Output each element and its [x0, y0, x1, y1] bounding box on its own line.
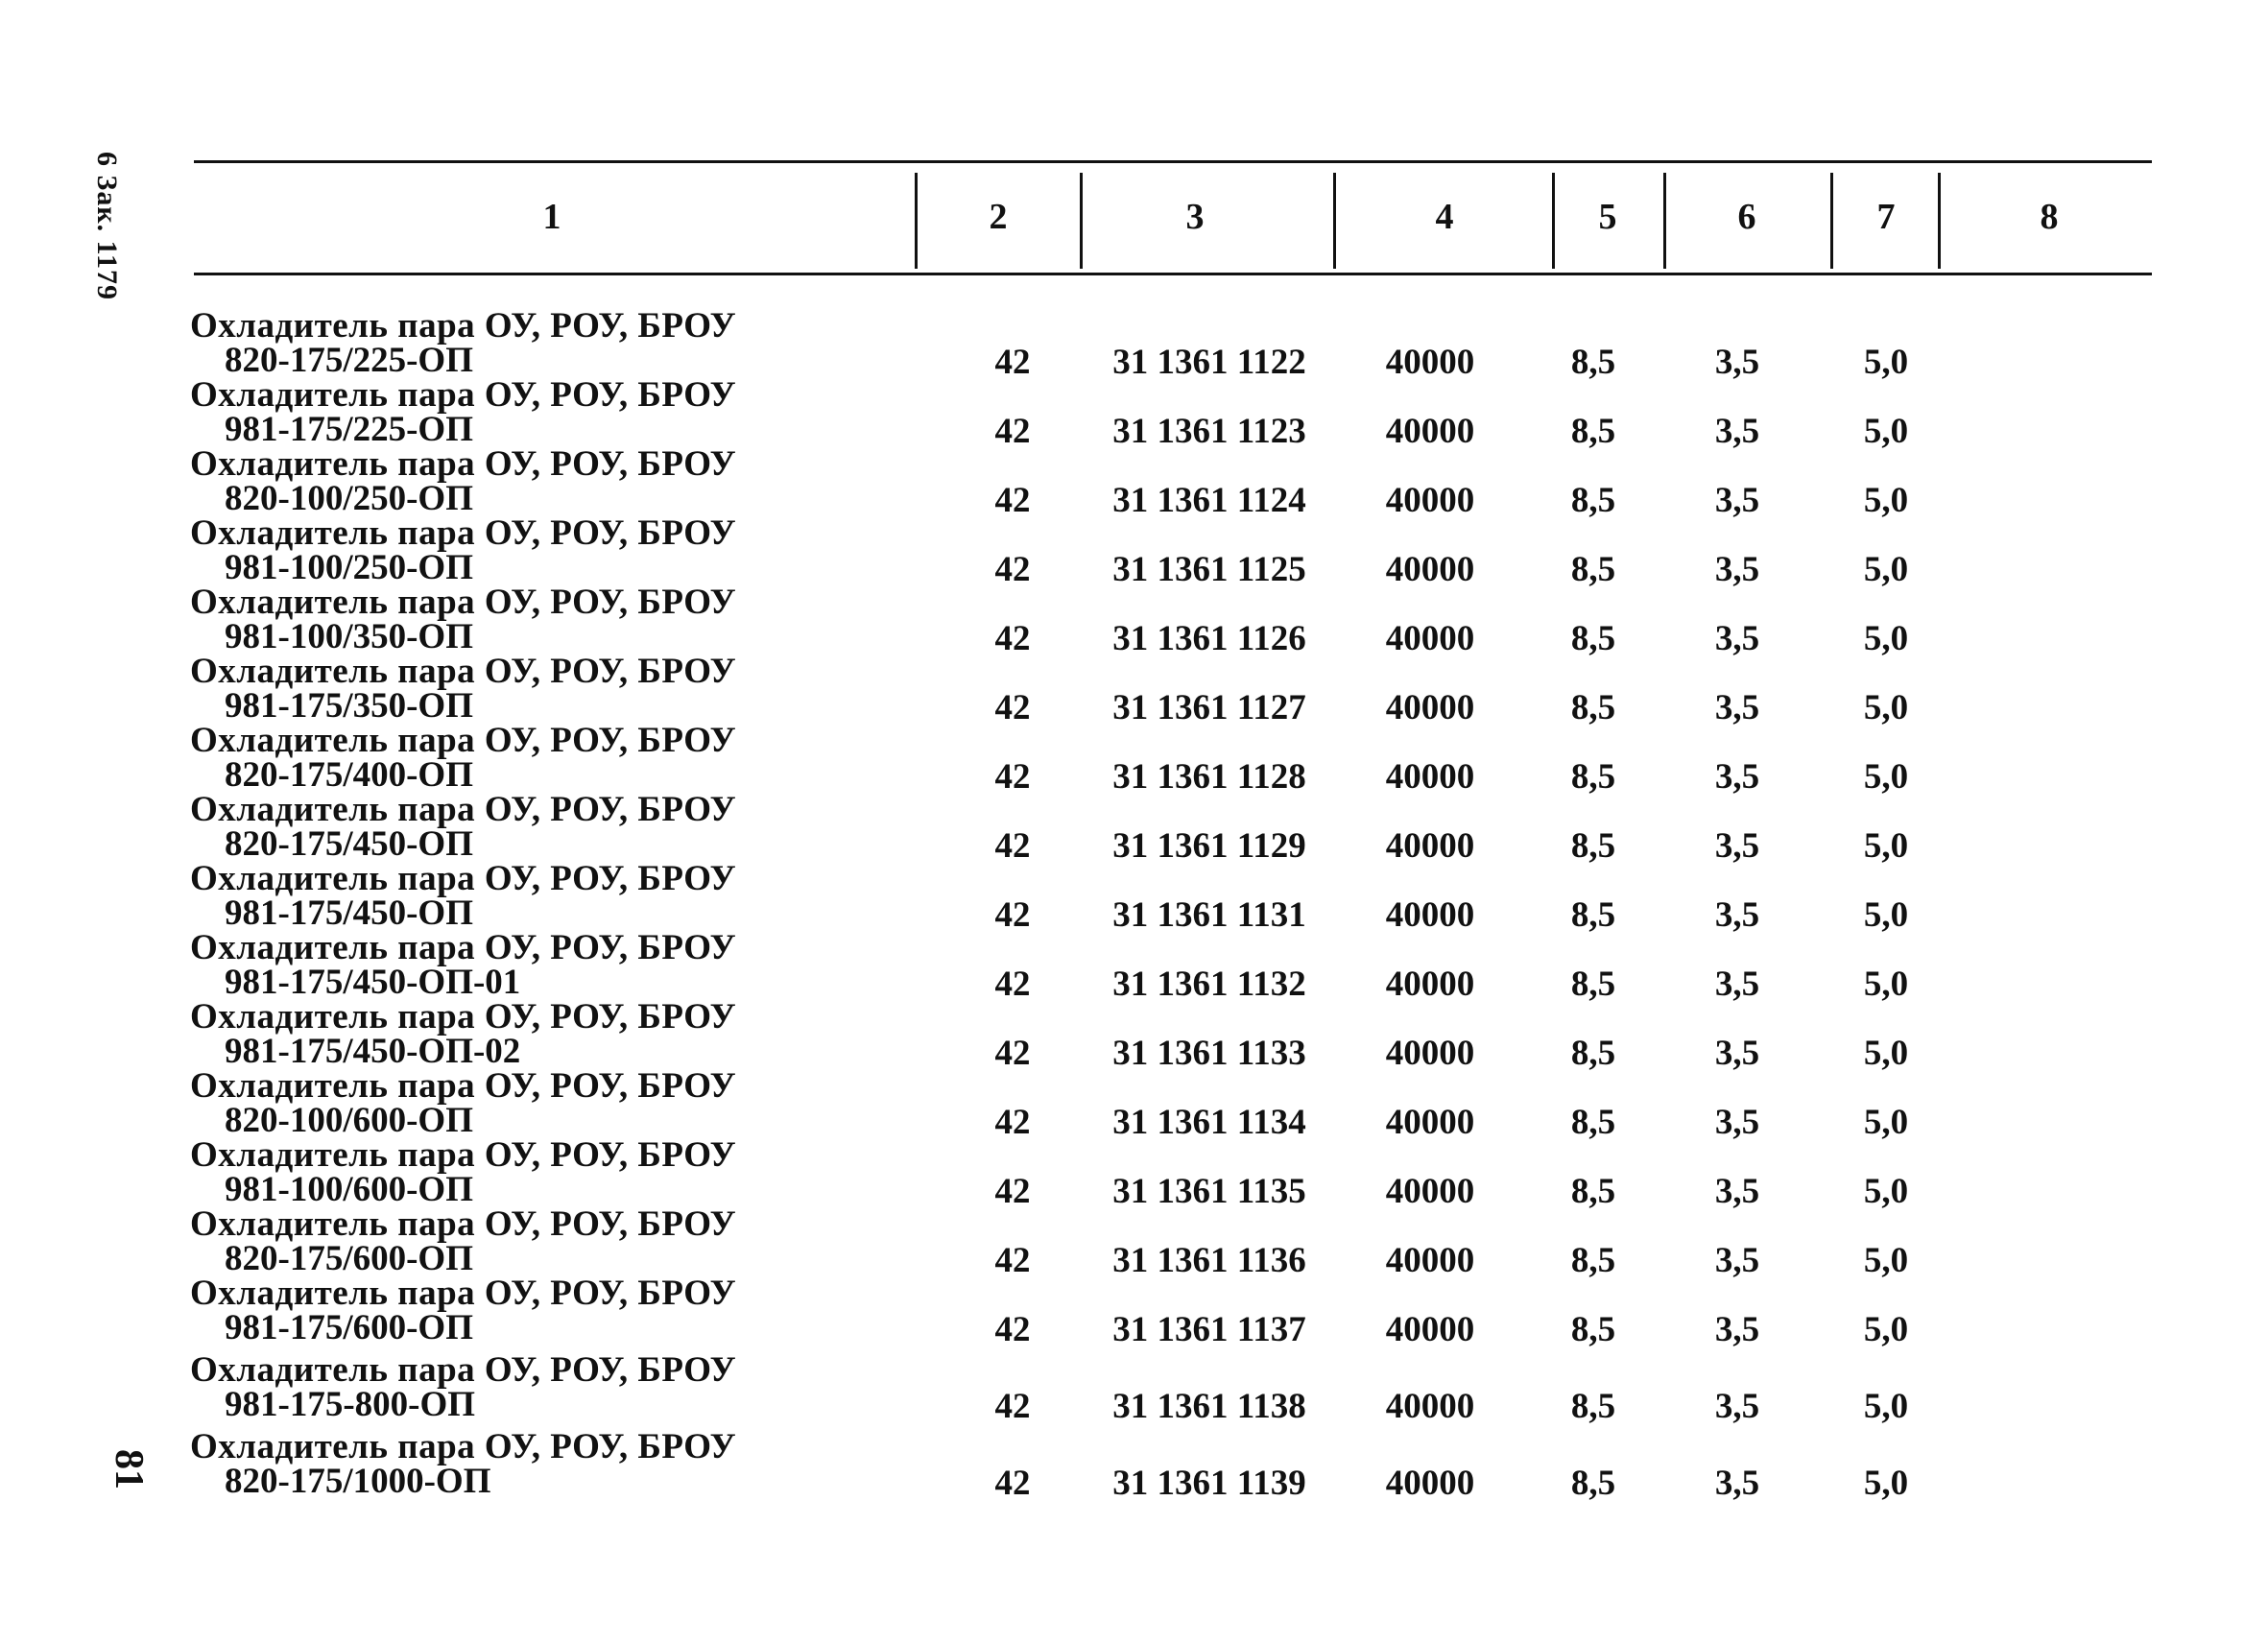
equipment-name	[190, 1276, 736, 1346]
cell-c7: 5,0	[1863, 343, 1909, 382]
cell-c7: 5,0	[1863, 550, 1909, 589]
cell-c6: 3,5	[1714, 1103, 1760, 1142]
header-col-8: 8	[2040, 197, 2059, 237]
cell-c2: 42	[994, 1241, 1031, 1280]
cell-c4: 40000	[1385, 1241, 1475, 1280]
cell-c3: 31 1361 1136	[1112, 1241, 1306, 1280]
cell-c6: 3,5	[1714, 1172, 1760, 1211]
equipment-name	[190, 513, 737, 587]
table-row	[0, 375, 2268, 451]
equipment-model: 981-175/450-ОП	[225, 893, 473, 933]
cell-c2: 42	[994, 1034, 1031, 1073]
cell-c7: 5,0	[1863, 688, 1909, 727]
cell-c5: 8,5	[1570, 619, 1616, 658]
equipment-name-line1: Охладитель пара ОУ, РОУ, БРОУ	[190, 583, 737, 622]
table-row	[0, 859, 2268, 935]
cell-c2: 42	[994, 1103, 1031, 1142]
cell-c2: 42	[994, 757, 1031, 797]
header-col-3: 3	[1185, 197, 1205, 237]
equipment-name-line1: Охладитель пара ОУ, РОУ, БРОУ	[190, 1135, 737, 1175]
equipment-name	[190, 1204, 737, 1278]
header-col-1: 1	[542, 197, 561, 237]
equipment-model: 981-175/450-ОП-02	[225, 1032, 521, 1071]
page-number: 81	[107, 1449, 151, 1489]
cell-c4: 40000	[1385, 412, 1475, 451]
header-col-5: 5	[1598, 197, 1617, 237]
equipment-model: 981-175/600-ОП	[225, 1308, 473, 1347]
table-row	[0, 1274, 2268, 1349]
equipment-name-line1: Охладитель пара ОУ, РОУ, БРОУ	[190, 997, 737, 1036]
cell-c7: 5,0	[1863, 619, 1909, 658]
cell-c3: 31 1361 1139	[1112, 1464, 1306, 1503]
cell-c2: 42	[994, 895, 1031, 935]
equipment-name	[190, 997, 737, 1071]
equipment-model: 820-100/600-ОП	[225, 1101, 473, 1140]
table-row	[0, 790, 2268, 866]
cell-c3: 31 1361 1124	[1112, 481, 1306, 520]
cell-c4: 40000	[1385, 1310, 1475, 1349]
cell-c6: 3,5	[1714, 1310, 1760, 1349]
equipment-model: 981-100/600-ОП	[225, 1170, 473, 1209]
cell-c5: 8,5	[1570, 1464, 1616, 1503]
equipment-name	[190, 721, 737, 795]
cell-c3: 31 1361 1125	[1112, 550, 1306, 589]
equipment-model: 820-175/400-ОП	[225, 755, 473, 795]
cell-c7: 5,0	[1863, 1310, 1909, 1349]
cell-c2: 42	[994, 550, 1031, 589]
cell-c2: 42	[994, 1172, 1031, 1211]
table-row	[0, 1427, 2268, 1503]
cell-c5: 8,5	[1570, 481, 1616, 520]
cell-c7: 5,0	[1863, 1103, 1909, 1142]
cell-c5: 8,5	[1570, 343, 1616, 382]
equipment-model: 981-175/350-ОП	[225, 686, 473, 726]
equipment-model: 820-175/1000-ОП	[225, 1462, 491, 1501]
equipment-name	[190, 928, 737, 1002]
equipment-name-line1: Охладитель пара ОУ, РОУ, БРОУ	[190, 1350, 737, 1390]
equipment-name-line1: Охладитель пара ОУ, РОУ, БРОУ	[190, 513, 737, 553]
cell-c3: 31 1361 1134	[1112, 1103, 1306, 1142]
cell-c2: 42	[994, 1387, 1031, 1426]
cell-c4: 40000	[1385, 826, 1475, 866]
cell-c3: 31 1361 1129	[1112, 826, 1306, 866]
table-row	[0, 1350, 2268, 1426]
cell-c4: 40000	[1385, 1387, 1475, 1426]
equipment-model: 820-175/600-ОП	[225, 1239, 473, 1278]
cell-c6: 3,5	[1714, 757, 1760, 797]
equipment-model: 820-175/450-ОП	[225, 824, 473, 864]
cell-c5: 8,5	[1570, 1172, 1616, 1211]
cell-c5: 8,5	[1570, 895, 1616, 935]
header-col-6: 6	[1737, 197, 1756, 237]
cell-c6: 3,5	[1714, 1241, 1760, 1280]
cell-c4: 40000	[1385, 1103, 1475, 1142]
cell-c4: 40000	[1385, 895, 1475, 935]
cell-c6: 3,5	[1714, 688, 1760, 727]
cell-c6: 3,5	[1714, 481, 1760, 520]
cell-c3: 31 1361 1122	[1112, 343, 1306, 382]
cell-c2: 42	[994, 965, 1031, 1004]
equipment-name-line1: Охладитель пара ОУ, РОУ, БРОУ	[190, 444, 737, 484]
column-divider	[1333, 173, 1336, 269]
cell-c5: 8,5	[1570, 826, 1616, 866]
table-row	[0, 513, 2268, 589]
header-col-4: 4	[1435, 197, 1454, 237]
equipment-name-line1: Охладитель пара ОУ, РОУ, БРОУ	[190, 721, 737, 760]
cell-c4: 40000	[1385, 343, 1475, 382]
table-row	[0, 1135, 2268, 1211]
equipment-model: 981-100/250-ОП	[225, 548, 473, 587]
cell-c2: 42	[994, 343, 1031, 382]
column-divider	[1552, 173, 1555, 269]
cell-c5: 8,5	[1570, 1387, 1616, 1426]
cell-c4: 40000	[1385, 965, 1475, 1004]
equipment-name-line1: Охладитель пара ОУ, РОУ, БРОУ	[190, 859, 737, 898]
cell-c2: 42	[994, 619, 1031, 658]
equipment-name	[190, 1135, 737, 1209]
table-row	[0, 721, 2268, 797]
cell-c6: 3,5	[1714, 343, 1760, 382]
equipment-name-line1: Охладитель пара ОУ, РОУ, БРОУ	[190, 1204, 737, 1244]
equipment-name-line1: Охладитель пара ОУ, РОУ, БРОУ	[190, 790, 737, 829]
cell-c7: 5,0	[1863, 1387, 1909, 1426]
column-divider	[1663, 173, 1666, 269]
equipment-model: 820-100/250-ОП	[225, 479, 473, 518]
table-row	[0, 1066, 2268, 1142]
cell-c2: 42	[994, 1310, 1031, 1349]
cell-c4: 40000	[1385, 688, 1475, 727]
table-row	[0, 997, 2268, 1073]
cell-c4: 40000	[1385, 757, 1475, 797]
cell-c2: 42	[994, 412, 1031, 451]
equipment-model: 981-175/450-ОП-01	[225, 963, 521, 1002]
equipment-name-line1: Охладитель пара ОУ, РОУ, БРОУ	[190, 652, 737, 691]
equipment-model: 820-175/225-ОП	[225, 341, 473, 380]
equipment-name	[190, 585, 736, 655]
cell-c5: 8,5	[1570, 1241, 1616, 1280]
cell-c4: 40000	[1385, 1034, 1475, 1073]
cell-c2: 42	[994, 826, 1031, 866]
equipment-name	[190, 1350, 737, 1424]
cell-c3: 31 1361 1127	[1112, 688, 1306, 727]
equipment-name-line1: Охладитель пара ОУ, РОУ, БРОУ	[190, 1066, 737, 1106]
table-row	[0, 306, 2268, 382]
cell-c6: 3,5	[1714, 1034, 1760, 1073]
header-col-2: 2	[989, 197, 1008, 237]
cell-c3: 31 1361 1131	[1112, 895, 1306, 935]
equipment-name	[190, 652, 737, 726]
equipment-name	[190, 790, 737, 864]
equipment-name	[190, 375, 737, 449]
equipment-name	[190, 1427, 737, 1501]
cell-c3: 31 1361 1132	[1112, 965, 1306, 1004]
cell-c6: 3,5	[1714, 895, 1760, 935]
column-divider	[1938, 173, 1941, 269]
cell-c7: 5,0	[1863, 1241, 1909, 1280]
table-row	[0, 444, 2268, 520]
cell-c4: 40000	[1385, 1172, 1475, 1211]
cell-c7: 5,0	[1863, 481, 1909, 520]
cell-c7: 5,0	[1863, 895, 1909, 935]
table-row	[0, 652, 2268, 727]
cell-c5: 8,5	[1570, 1034, 1616, 1073]
cell-c7: 5,0	[1863, 1464, 1909, 1503]
equipment-name	[190, 306, 737, 380]
cell-c2: 42	[994, 1464, 1031, 1503]
cell-c3: 31 1361 1138	[1112, 1387, 1306, 1426]
cell-c3: 31 1361 1135	[1112, 1172, 1306, 1211]
cell-c5: 8,5	[1570, 1103, 1616, 1142]
cell-c4: 40000	[1385, 619, 1475, 658]
equipment-name-line1: Охладитель пара ОУ, РОУ, БРОУ	[190, 375, 737, 415]
equipment-name-line1: Охладитель пара ОУ, РОУ, БРОУ	[190, 1427, 737, 1466]
cell-c6: 3,5	[1714, 1387, 1760, 1426]
cell-c4: 40000	[1385, 481, 1475, 520]
equipment-name-line1: Охладитель пара ОУ, РОУ, БРОУ	[190, 1274, 737, 1313]
equipment-name	[190, 859, 737, 933]
cell-c4: 40000	[1385, 550, 1475, 589]
cell-c6: 3,5	[1714, 412, 1760, 451]
table-row	[0, 583, 2268, 658]
equipment-name	[190, 1066, 737, 1140]
cell-c6: 3,5	[1714, 619, 1760, 658]
cell-c4: 40000	[1385, 1464, 1475, 1503]
cell-c7: 5,0	[1863, 412, 1909, 451]
cell-c6: 3,5	[1714, 965, 1760, 1004]
cell-c3: 31 1361 1137	[1112, 1310, 1306, 1349]
cell-c7: 5,0	[1863, 757, 1909, 797]
cell-c5: 8,5	[1570, 1310, 1616, 1349]
column-divider	[915, 173, 918, 269]
column-divider	[1830, 173, 1833, 269]
equipment-model: 981-175/225-ОП	[225, 410, 473, 449]
header-col-7: 7	[1876, 197, 1896, 237]
equipment-model: 981-175-800-ОП	[225, 1385, 476, 1424]
table-top-rule	[194, 160, 2152, 163]
cell-c7: 5,0	[1863, 1034, 1909, 1073]
cell-c5: 8,5	[1570, 688, 1616, 727]
equipment-name	[190, 444, 737, 518]
column-divider	[1080, 173, 1083, 269]
cell-c5: 8,5	[1570, 550, 1616, 589]
cell-c6: 3,5	[1714, 1464, 1760, 1503]
cell-c7: 5,0	[1863, 965, 1909, 1004]
table-row	[0, 928, 2268, 1004]
cell-c7: 5,0	[1863, 826, 1909, 866]
cell-c3: 31 1361 1133	[1112, 1034, 1306, 1073]
equipment-name-line1: Охладитель пара ОУ, РОУ, БРОУ	[190, 928, 737, 967]
cell-c5: 8,5	[1570, 965, 1616, 1004]
cell-c3: 31 1361 1128	[1112, 757, 1306, 797]
equipment-name-line1: Охладитель пара ОУ, РОУ, БРОУ	[190, 306, 737, 345]
cell-c5: 8,5	[1570, 757, 1616, 797]
equipment-model: 981-100/350-ОП	[225, 617, 473, 656]
cell-c3: 31 1361 1123	[1112, 412, 1306, 451]
cell-c2: 42	[994, 481, 1031, 520]
cell-c7: 5,0	[1863, 1172, 1909, 1211]
cell-c5: 8,5	[1570, 412, 1616, 451]
order-note: 6 Зак. 1179	[91, 152, 123, 300]
cell-c6: 3,5	[1714, 826, 1760, 866]
cell-c6: 3,5	[1714, 550, 1760, 589]
cell-c2: 42	[994, 688, 1031, 727]
cell-c3: 31 1361 1126	[1112, 619, 1306, 658]
table-row	[0, 1204, 2268, 1280]
table-header-rule	[194, 273, 2152, 275]
